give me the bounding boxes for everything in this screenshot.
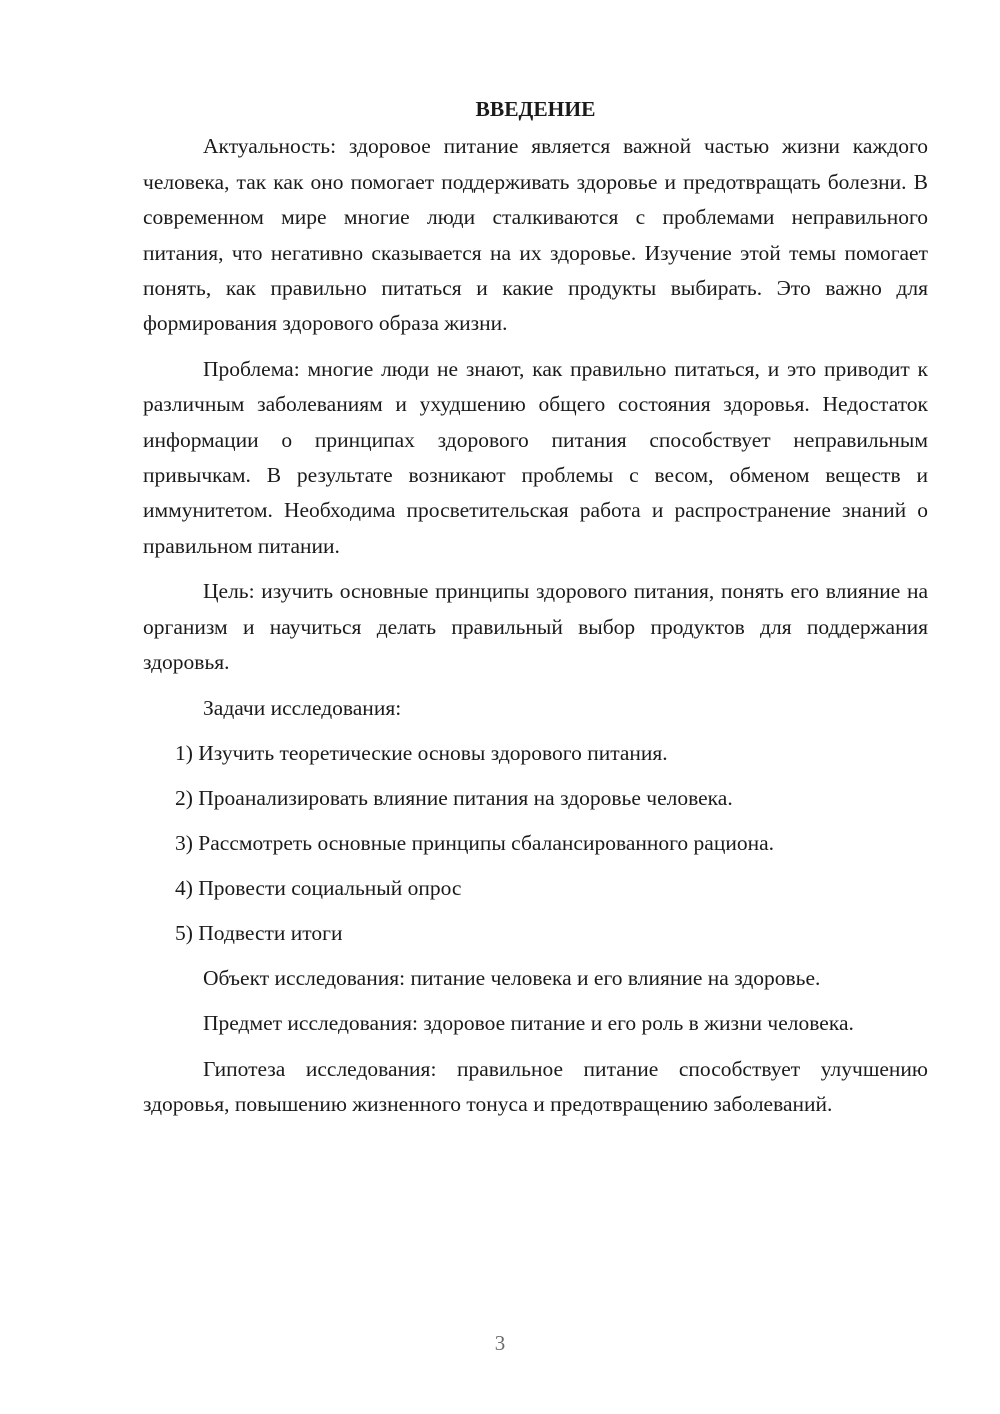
task-item-1: 1) Изучить теоретические основы здорового питания. xyxy=(175,740,668,765)
document-page xyxy=(143,92,928,1133)
task-item-3: 3) Рассмотреть основные принципы сбалансированного рациона. xyxy=(175,830,775,855)
task-item-5: 5) Подвести итоги xyxy=(175,920,343,945)
task-item-2: 2) Проанализировать влияние питания на здоровье человека. xyxy=(175,785,733,810)
paragraph-problem: Проблема: многие люди не знают, как правильно питаться, и это приводит к различным заболеваниям и ухудшению общего состояния здоровья. Недостаток информации о принципах здорового питания способствует неправильным привычкам. В результате возникают проблемы с весом, обменом веществ и иммунитетом. Необходима просветительская работа и распространение знаний о правильном питании. xyxy=(143,356,928,558)
paragraph-relevance: Актуальность: здоровое питание является важной частью жизни каждого человека, так как оно помогает поддерживать здоровье и предотвращать болезни. В современном мире многие люди сталкиваются с проблемами неправильного питания, что негативно сказывается на их здоровье. Изучение этой темы помогает понять, как правильно питаться и какие продукты выбирать. Это важно для формирования здорового образа жизни. xyxy=(143,134,928,336)
paragraph-subject: Предмет исследования: здоровое питание и его роль в жизни человека. xyxy=(203,1011,854,1036)
task-item-4: 4) Провести социальный опрос xyxy=(175,875,462,900)
paragraph-hypothesis: Гипотеза исследования: правильное питание способствует улучшению здоровья, повышению жизненного тонуса и предотвращению заболеваний. xyxy=(143,1056,928,1117)
section-title: ВВЕДЕНИЕ xyxy=(475,97,596,121)
page-number: 3 xyxy=(494,1331,506,1355)
tasks-heading: Задачи исследования: xyxy=(203,695,402,720)
tasks-list xyxy=(143,736,928,951)
paragraph-goal: Цель: изучить основные принципы здорового питания, понять его влияние на организм и научиться делать правильный выбор продуктов для поддержания здоровья. xyxy=(143,579,928,675)
paragraph-object: Объект исследования: питание человека и его влияние на здоровье. xyxy=(203,965,821,990)
